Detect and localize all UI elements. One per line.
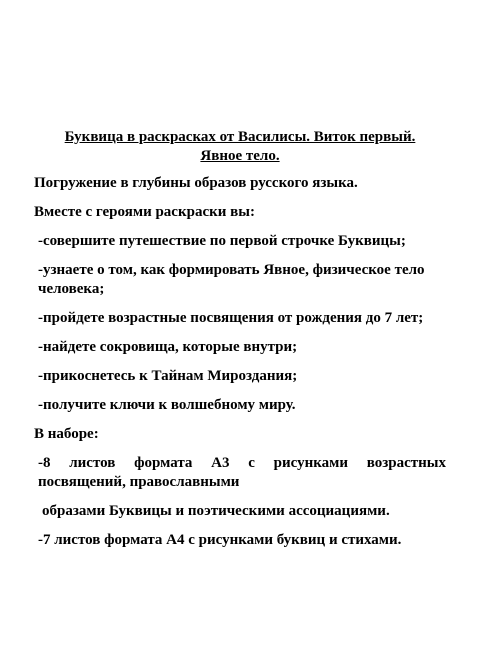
bullet-item-2: -узнаете о том, как формировать Явное, физическое тело человека; (38, 262, 425, 297)
bullet-item-1: -совершите путешествие по первой строчке Буквицы; (38, 233, 406, 249)
lead-paragraph: Вместе с героями раскраски вы: (34, 204, 255, 220)
bullet-item-3: -пройдете возрастные посвящения от рождения до 7 лет; (38, 310, 424, 326)
title-line-1: Буквица в раскрасках от Василисы. Виток первый. (64, 129, 416, 145)
document-page (34, 128, 446, 550)
intro-paragraph: Погружение в глубины образов русского языка. (34, 175, 358, 191)
bullet-item-4: -найдете сокровища, которые внутри; (38, 339, 298, 355)
set-item-1: -8 листов формата А3 с рисунками возрастных посвящений, православными (38, 455, 446, 490)
document-title (34, 128, 446, 166)
title-line-2: Явное тело. (200, 148, 280, 164)
set-item-2: -7 листов формата А4 с рисунками буквиц и стихами. (38, 532, 402, 548)
bullet-item-6: -получите ключи к волшебному миру. (38, 397, 296, 413)
set-item-1-continuation: образами Буквицы и поэтическими ассоциациями. (42, 503, 390, 519)
bullet-item-5: -прикоснетесь к Тайнам Мироздания; (38, 368, 298, 384)
set-heading: В наборе: (34, 426, 99, 442)
